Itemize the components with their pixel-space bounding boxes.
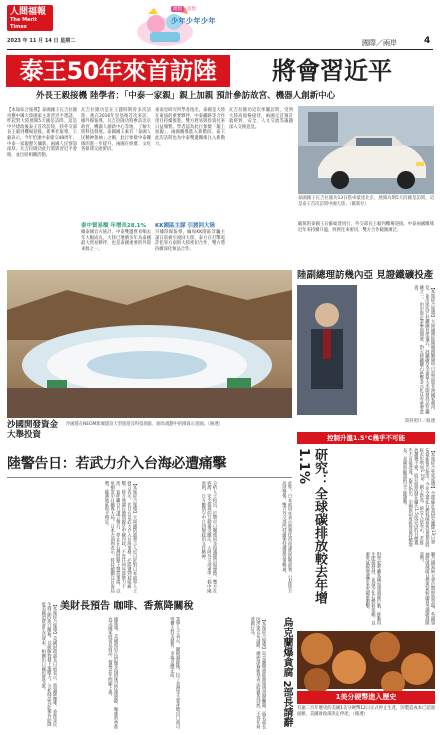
lead-column-2: 瓦吉拉隆功是在王儲時期曾多次訪陸，他在2016年登基後首次來訪。據外媒報導，瓦吉拉隆功將參訪北京故宮、機器人創新中心等地，了解大陸科技發展。泰國國王素有「泰國人民精神領袖」之稱，此行象徵中泰關係的進一步提升，兩國在經濟、文化各領域交流密切。 xyxy=(81,108,151,153)
lead-headline-right: 將會習近平 xyxy=(272,57,392,85)
climate-headline: 研究：全球碳排放較去年增1.1% xyxy=(296,448,327,604)
coffee-col3: 業界人士表示，關稅調降後，拉丁美洲等主要產地出口商可望擴大對美銷售，市場反應正面。 xyxy=(169,617,180,729)
taiwan-body: 【本報綜合報導】大陸國防部發言人近日針對日本政界人士發言表示，若日方以武力介入台海事務，必將遭到迎頭痛擊。陸方強調台灣問題是中國內政，不容任何外部勢力干涉，並呼籲日方謹言慎行，停止在台灣問題上製造事端，以免損害中日關係大局。日本方面則表示，將持續關注台海局勢，維護地區和平穩定。 xyxy=(104,481,137,593)
car-side-text: 隨駕的泰國王后蘇緹達同行，外交部長王毅到機場迎接。中泰兩國關係近年來持續升溫，經貿往來密切，雙方合作範圍廣泛。 xyxy=(298,222,434,233)
climate-tag: 控制升溫1.5°C幾乎不可能 xyxy=(297,432,435,444)
lead-subhead: 外長王毅接機 陸學者：「中泰一家親」親上加親 預計參訪故宮、機器人創新中心 xyxy=(36,91,336,101)
laos-photo-caption: 資料照片／路透 xyxy=(404,419,435,424)
issue-date: 2023 年 11 月 14 日 星期二 xyxy=(7,38,76,44)
logo-en: The Merit Times xyxy=(10,17,38,30)
car-photo-caption: 泰國國王瓦吉拉隆功13日搭車抵達北京，展開為期5天的國是訪問，這是泰王首次訪問中國大陸。（歐新社） xyxy=(298,196,434,207)
coffee-col2: 據報導，美國政府正研擬多項措施以控制通膨，咖啡與香蕉為美國家庭常見商品，價格近年明顯上揚。 xyxy=(107,617,118,729)
lead-headline-left: 泰王50年來首訪陸 xyxy=(6,55,230,87)
logo-cn: 人間福報 xyxy=(10,7,47,17)
lead-sub2-body: 另據陸媒報導，緬甸KK園區詐騙主謀日前被引渡回大陸，泰方在打擊電詐犯罪方面與大陸密切合作，雙方將持續深化執法合作。 xyxy=(155,230,225,252)
car-photo xyxy=(298,106,434,194)
laos-headline: 陸副總理訪幾內亞 見證鐵礦投產 xyxy=(297,270,434,281)
newspaper-logo xyxy=(7,5,53,31)
youth-slogan: 少年少年少年 xyxy=(171,17,216,25)
coffee-body: 【本報綜合報導】美國財政部長日前表示，將調降咖啡、香蕉等民生商品的進口關稅，以緩解物價上漲壓力。分析師認為此舉有助降低美國消費者生活成本，相關出口國也將受惠。 xyxy=(40,602,57,727)
saudi-photo xyxy=(7,270,292,418)
page-number: 4 xyxy=(424,36,431,46)
climate-body: 【本報綜合外電報導】全球碳計畫研究團隊13日發布最新報告指出，今年全球化石燃料碳排放量預估將較去年增加1.1%，創下新高。研究人員表示，若排放趨勢不變，將升溫控制在攝氏1.5度以內的目標幾乎不可能達成。報告指出，中國與印度排放量持續增長，美國與歐盟則呈下降趨勢。 xyxy=(402,448,435,547)
saudi-caption: 沙國將在NEOM新城建設大型旅遊及科技園區，圖為規劃中的園區示意圖。（路透） xyxy=(66,422,223,427)
lead-column-1: 【本報綜合報導】泰國國王瓦吉拉隆功應中國大陸國家主席習近平邀請，昨起對大陸展開5天國是訪問，這是中共建政後泰王首次訪陸，陸外交部長王毅到機場迎接。新華社報導，王毅表示，今年恰逢中泰建交48周年，中泰一家親歷久彌新，兩國人民情誼深厚。瓦吉拉隆功此行將與習近平會晤，並出席相關活動。 xyxy=(7,108,77,158)
penny-body: 有逾二百年歷史的美國1美分硬幣12日正式停止生產，因製造成本已超過面額，美國財政部決定停產。（路透） xyxy=(297,706,435,717)
penny-photo xyxy=(297,631,435,689)
saudi-headline: 沙國開發資金大舉投資 xyxy=(7,420,59,440)
masthead-rule xyxy=(7,49,433,50)
ukraine-headline: 烏克蘭爆貪腐 2部長請辭 xyxy=(281,617,292,728)
coffee-headline: 美財長預告 咖啡、香蕉降關稅 xyxy=(60,601,194,612)
taiwan-col3: 此外，日本政府亦表示將強化西南諸島防衛部署，引起陸方高度警惕，雙方外交部門持續保持溝通管道暢通。 xyxy=(281,481,292,593)
lead-sub1-body: 據泰國官方統計，中泰雙邊貿易額去年大幅成長，大陸已連續多年為泰國最大貿易夥伴，也是泰國重要的外資來源之一。 xyxy=(81,230,151,252)
penny-headline: 1美分硬幣進入歷史 xyxy=(297,691,435,704)
ukraine-body: 【本報綜合報導】烏克蘭爆發能源領域貪腐醜聞，兩名部長因涉案宣布請辭，總統澤倫斯基表示將徹查到底，不容任何貪腐行為。 xyxy=(249,617,266,729)
section-label: 國際／兩岸 xyxy=(362,39,397,47)
taiwan-headline: 陸警告日：若武力介入台海必遭痛擊 xyxy=(7,456,227,472)
lead-sub2-heading: KK園區主謀 引渡回大陸 xyxy=(155,223,215,229)
lead-sub1-heading: 泰中貿易額 年增長28.1% xyxy=(81,223,146,229)
climate-col3: 聯合國氣候大會近期即將登場，各國領袖將就減碳目標與氣候融資等議題展開談判。 xyxy=(418,552,435,626)
lead-column-3: 東南亞研究所學者指出，泰國是大陸在東協的重要夥伴，中泰鐵路等合作項目持續推進，雙方貿易與投資往來日益頻繁。學者認為此行象徵「親上加親」，兩國關係進入新階段，泰王此次訪問也為中泰雙邊關係注入新動力。 xyxy=(155,108,225,147)
laos-photo xyxy=(297,285,357,415)
taiwan-rule xyxy=(7,477,292,478)
climate-col2: 科學家呼籲各國加速減碳行動，推動再生能源發展，並減少化石燃料依賴，以避免氣候變遷帶來更嚴重衝擊。 xyxy=(364,552,381,626)
youth-tag-2: 思想 xyxy=(187,7,196,12)
taiwan-col2: 分析人士指出，近期中日關係因多項議題出現摩擦，雙方在經濟、安全領域的互動備受關注。大陸外交部重申一個中國原則，日方應恪守中日四個政治文件精神。 xyxy=(200,481,217,593)
youth-tag-1: 理想 xyxy=(173,7,182,12)
laos-body: 【本報綜合報導】大陸國務院副總理劉國中日前訪問非洲國家幾內亞，並出席西芒杜鐵礦投產儀式。該鐵礦是全球最大未開發高品位鐵礦之一，由中資企業參與開發，對大陸鐵礦石供應多元化具有重要意義。 xyxy=(413,285,435,414)
lead-column-4: 瓦吉拉隆功這次率團訪問，受到大陸高規格接待，兩國元首預計就經貿、安全、人文交流等議題深入交換意見。 xyxy=(229,108,293,130)
